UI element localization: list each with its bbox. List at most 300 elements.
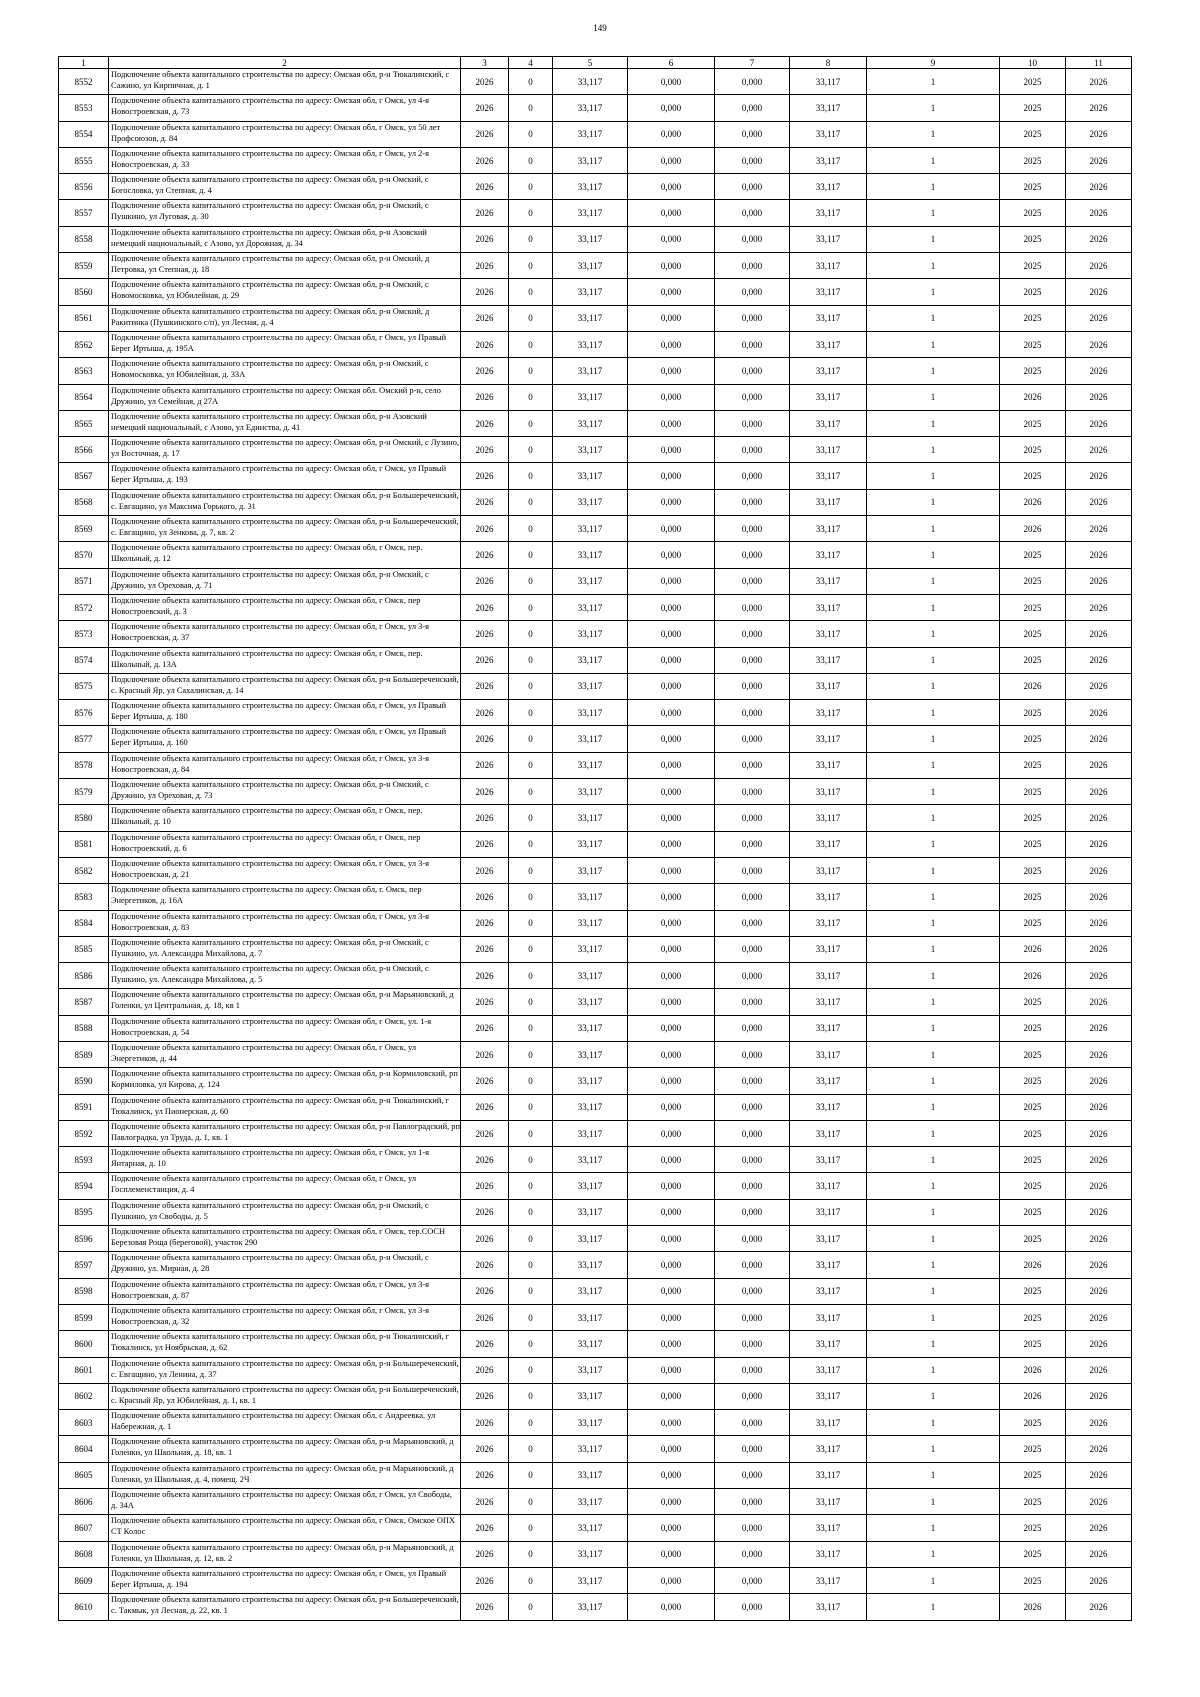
- object-description-cell: Подключение объекта капитального строительства по адресу: Омская обл, г Омск, ул Правый Берег Иртыша, д. 160: [109, 726, 461, 752]
- cell-col-9: 1: [867, 1252, 1000, 1278]
- cell-col-7: 0,000: [715, 752, 790, 778]
- cell-col-10: 2025: [1000, 1489, 1066, 1515]
- cell-col-11: 2026: [1066, 1278, 1132, 1304]
- object-description-cell: Подключение объекта капитального строительства по адресу: Омская обл, р-н Марьяновский, д Голенки, ул Школьная, д. 12, кв. 2: [109, 1541, 461, 1567]
- table-row: [59, 1515, 1132, 1541]
- table-row: [59, 279, 1132, 305]
- cell-col-7: 0,000: [715, 1226, 790, 1252]
- cell-col-3: 2026: [461, 1410, 509, 1436]
- table-row: [59, 437, 1132, 463]
- cell-col-4: 0: [509, 489, 553, 515]
- cell-col-10: 2025: [1000, 1410, 1066, 1436]
- cell-col-4: 0: [509, 857, 553, 883]
- cell-col-9: 1: [867, 568, 1000, 594]
- cell-col-4: 0: [509, 200, 553, 226]
- cell-col-11: 2026: [1066, 253, 1132, 279]
- cell-col-4: 0: [509, 358, 553, 384]
- table-row: [59, 542, 1132, 568]
- table-row: [59, 226, 1132, 252]
- cell-col-11: 2026: [1066, 936, 1132, 962]
- row-number-cell: 8581: [59, 831, 109, 857]
- object-description-cell: Подключение объекта капитального строительства по адресу: Омская обл, р-н Большереченский, с. Евгащино, ул Зенкова, д. 7, кв. 2: [109, 516, 461, 542]
- row-number-cell: 8607: [59, 1515, 109, 1541]
- cell-col-6: 0,000: [628, 384, 715, 410]
- cell-col-6: 0,000: [628, 1278, 715, 1304]
- cell-col-9: 1: [867, 253, 1000, 279]
- cell-col-3: 2026: [461, 673, 509, 699]
- table-row: [59, 384, 1132, 410]
- cell-col-8: 33,117: [790, 779, 867, 805]
- cell-col-7: 0,000: [715, 1410, 790, 1436]
- cell-col-9: 1: [867, 305, 1000, 331]
- cell-col-8: 33,117: [790, 910, 867, 936]
- cell-col-5: 33,117: [553, 1567, 628, 1593]
- cell-col-10: 2025: [1000, 989, 1066, 1015]
- cell-col-3: 2026: [461, 647, 509, 673]
- cell-col-9: 1: [867, 489, 1000, 515]
- cell-col-10: 2025: [1000, 1462, 1066, 1488]
- object-description-cell: Подключение объекта капитального строительства по адресу: Омская обл, г Омск, ул Правый Берег Иртыша, д. 193: [109, 463, 461, 489]
- cell-col-5: 33,117: [553, 647, 628, 673]
- object-description-cell: Подключение объекта капитального строительства по адресу: Омская обл, г Омск, ул 3-я Новостроевская, д. 83: [109, 910, 461, 936]
- cell-col-5: 33,117: [553, 305, 628, 331]
- table-row: [59, 857, 1132, 883]
- row-number-cell: 8591: [59, 1094, 109, 1120]
- cell-col-5: 33,117: [553, 568, 628, 594]
- row-number-cell: 8565: [59, 410, 109, 436]
- cell-col-7: 0,000: [715, 884, 790, 910]
- cell-col-11: 2026: [1066, 673, 1132, 699]
- cell-col-9: 1: [867, 1357, 1000, 1383]
- row-number-cell: 8559: [59, 253, 109, 279]
- cell-col-11: 2026: [1066, 726, 1132, 752]
- cell-col-7: 0,000: [715, 384, 790, 410]
- object-description-cell: Подключение объекта капитального строительства по адресу: Омская обл, г Омск, ул Свободы, д. 34А: [109, 1489, 461, 1515]
- table-row: [59, 463, 1132, 489]
- row-number-cell: 8576: [59, 700, 109, 726]
- row-number-cell: 8577: [59, 726, 109, 752]
- object-description-cell: Подключение объекта капитального строительства по адресу: Омская обл, р-н Кормиловский, рп Кормиловка, ул Кирова, д. 124: [109, 1068, 461, 1094]
- cell-col-8: 33,117: [790, 542, 867, 568]
- cell-col-7: 0,000: [715, 805, 790, 831]
- object-description-cell: Подключение объекта капитального строительства по адресу: Омская обл, р-н Омский, с Новомосковка, ул Юбилейная, д. 33А: [109, 358, 461, 384]
- table-row: [59, 647, 1132, 673]
- cell-col-7: 0,000: [715, 1015, 790, 1041]
- row-number-cell: 8583: [59, 884, 109, 910]
- cell-col-11: 2026: [1066, 1489, 1132, 1515]
- cell-col-10: 2026: [1000, 384, 1066, 410]
- cell-col-4: 0: [509, 147, 553, 173]
- connection-register-table: [58, 56, 1132, 1621]
- table-row: [59, 1094, 1132, 1120]
- object-description-cell: Подключение объекта капитального строительства по адресу: Омская обл, р-н Большереченский, с. Евгащино, ул Максима Горького, д. 31: [109, 489, 461, 515]
- cell-col-3: 2026: [461, 1594, 509, 1620]
- cell-col-7: 0,000: [715, 673, 790, 699]
- column-number: 8: [790, 57, 867, 69]
- cell-col-8: 33,117: [790, 673, 867, 699]
- cell-col-8: 33,117: [790, 1094, 867, 1120]
- object-description-cell: Подключение объекта капитального строительства по адресу: Омская обл, г Омск, ул 50 лет Профсоюзов, д. 84: [109, 121, 461, 147]
- cell-col-7: 0,000: [715, 1594, 790, 1620]
- cell-col-9: 1: [867, 1541, 1000, 1567]
- object-description-cell: Подключение объекта капитального строительства по адресу: Омская обл, г Омск, пер Новостроевский, д. 3: [109, 594, 461, 620]
- cell-col-9: 1: [867, 621, 1000, 647]
- cell-col-4: 0: [509, 463, 553, 489]
- cell-col-11: 2026: [1066, 1594, 1132, 1620]
- cell-col-5: 33,117: [553, 989, 628, 1015]
- cell-col-3: 2026: [461, 463, 509, 489]
- table-row: [59, 700, 1132, 726]
- cell-col-4: 0: [509, 410, 553, 436]
- cell-col-10: 2025: [1000, 1068, 1066, 1094]
- cell-col-5: 33,117: [553, 121, 628, 147]
- row-number-cell: 8595: [59, 1199, 109, 1225]
- row-number-cell: 8610: [59, 1594, 109, 1620]
- cell-col-10: 2025: [1000, 305, 1066, 331]
- cell-col-4: 0: [509, 1278, 553, 1304]
- cell-col-8: 33,117: [790, 147, 867, 173]
- cell-col-4: 0: [509, 253, 553, 279]
- cell-col-9: 1: [867, 1278, 1000, 1304]
- cell-col-8: 33,117: [790, 831, 867, 857]
- cell-col-6: 0,000: [628, 1094, 715, 1120]
- cell-col-9: 1: [867, 752, 1000, 778]
- cell-col-6: 0,000: [628, 805, 715, 831]
- cell-col-3: 2026: [461, 1357, 509, 1383]
- cell-col-5: 33,117: [553, 1041, 628, 1067]
- table-row: [59, 1594, 1132, 1620]
- column-number-row: [59, 57, 1132, 69]
- row-number-cell: 8554: [59, 121, 109, 147]
- cell-col-6: 0,000: [628, 1462, 715, 1488]
- cell-col-8: 33,117: [790, 1068, 867, 1094]
- row-number-cell: 8589: [59, 1041, 109, 1067]
- row-number-cell: 8606: [59, 1489, 109, 1515]
- object-description-cell: Подключение объекта капитального строительства по адресу: Омская обл, р-н Омский, с Богословка, ул Степная, д. 4: [109, 174, 461, 200]
- object-description-cell: Подключение объекта капитального строительства по адресу: Омская обл, г. Омск, пер Энергетиков, д. 16А: [109, 884, 461, 910]
- cell-col-5: 33,117: [553, 279, 628, 305]
- table-row: [59, 69, 1132, 95]
- cell-col-3: 2026: [461, 1462, 509, 1488]
- cell-col-10: 2025: [1000, 1331, 1066, 1357]
- table-row: [59, 410, 1132, 436]
- cell-col-8: 33,117: [790, 1147, 867, 1173]
- cell-col-8: 33,117: [790, 1515, 867, 1541]
- cell-col-5: 33,117: [553, 147, 628, 173]
- cell-col-6: 0,000: [628, 1541, 715, 1567]
- cell-col-3: 2026: [461, 1041, 509, 1067]
- cell-col-4: 0: [509, 1436, 553, 1462]
- object-description-cell: Подключение объекта капитального строительства по адресу: Омская обл, р-н Азовский немецкий национальный, с Азово, ул Дорожная, д. 34: [109, 226, 461, 252]
- object-description-cell: Подключение объекта капитального строительства по адресу: Омская обл, р-н Омский, с Лузино, ул Восточная, д. 17: [109, 437, 461, 463]
- cell-col-8: 33,117: [790, 1567, 867, 1593]
- cell-col-7: 0,000: [715, 410, 790, 436]
- cell-col-4: 0: [509, 305, 553, 331]
- cell-col-3: 2026: [461, 884, 509, 910]
- cell-col-4: 0: [509, 1094, 553, 1120]
- column-number: 11: [1066, 57, 1132, 69]
- cell-col-5: 33,117: [553, 594, 628, 620]
- cell-col-9: 1: [867, 1567, 1000, 1593]
- table-row: [59, 1226, 1132, 1252]
- cell-col-10: 2026: [1000, 1357, 1066, 1383]
- cell-col-7: 0,000: [715, 95, 790, 121]
- cell-col-5: 33,117: [553, 700, 628, 726]
- cell-col-7: 0,000: [715, 358, 790, 384]
- cell-col-7: 0,000: [715, 1278, 790, 1304]
- cell-col-10: 2025: [1000, 621, 1066, 647]
- cell-col-11: 2026: [1066, 331, 1132, 357]
- cell-col-9: 1: [867, 410, 1000, 436]
- table-row: [59, 831, 1132, 857]
- row-number-cell: 8596: [59, 1226, 109, 1252]
- cell-col-4: 0: [509, 516, 553, 542]
- cell-col-6: 0,000: [628, 989, 715, 1015]
- cell-col-5: 33,117: [553, 384, 628, 410]
- cell-col-7: 0,000: [715, 647, 790, 673]
- page-number: 149: [593, 23, 607, 33]
- cell-col-9: 1: [867, 147, 1000, 173]
- object-description-cell: Подключение объекта капитального строительства по адресу: Омская обл, г Омск, ул Правый Берег Иртыша, д. 180: [109, 700, 461, 726]
- table-row: [59, 331, 1132, 357]
- cell-col-6: 0,000: [628, 1594, 715, 1620]
- cell-col-3: 2026: [461, 726, 509, 752]
- object-description-cell: Подключение объекта капитального строительства по адресу: Омская обл, г Омск, Омское ОПХ СТ Колос: [109, 1515, 461, 1541]
- cell-col-8: 33,117: [790, 1594, 867, 1620]
- cell-col-5: 33,117: [553, 331, 628, 357]
- cell-col-4: 0: [509, 621, 553, 647]
- cell-col-11: 2026: [1066, 700, 1132, 726]
- cell-col-4: 0: [509, 384, 553, 410]
- table-row: [59, 1489, 1132, 1515]
- cell-col-6: 0,000: [628, 226, 715, 252]
- cell-col-10: 2025: [1000, 253, 1066, 279]
- row-number-cell: 8603: [59, 1410, 109, 1436]
- table-row: [59, 621, 1132, 647]
- cell-col-10: 2025: [1000, 647, 1066, 673]
- cell-col-5: 33,117: [553, 1120, 628, 1146]
- cell-col-4: 0: [509, 1199, 553, 1225]
- cell-col-10: 2026: [1000, 673, 1066, 699]
- cell-col-11: 2026: [1066, 1383, 1132, 1409]
- table-row: [59, 516, 1132, 542]
- cell-col-3: 2026: [461, 516, 509, 542]
- cell-col-3: 2026: [461, 963, 509, 989]
- cell-col-8: 33,117: [790, 463, 867, 489]
- object-description-cell: Подключение объекта капитального строительства по адресу: Омская обл, г Омск, ул Энергетиков, д. 44: [109, 1041, 461, 1067]
- cell-col-8: 33,117: [790, 1489, 867, 1515]
- cell-col-8: 33,117: [790, 1015, 867, 1041]
- cell-col-8: 33,117: [790, 647, 867, 673]
- cell-col-4: 0: [509, 69, 553, 95]
- object-description-cell: Подключение объекта капитального строительства по адресу: Омская обл, р-н Тюкалинский, г Тюкалинск, ул Ноябрьская, д. 62: [109, 1331, 461, 1357]
- cell-col-11: 2026: [1066, 463, 1132, 489]
- cell-col-11: 2026: [1066, 1515, 1132, 1541]
- table-row: [59, 1068, 1132, 1094]
- cell-col-4: 0: [509, 1304, 553, 1330]
- cell-col-6: 0,000: [628, 279, 715, 305]
- table-row: [59, 779, 1132, 805]
- cell-col-10: 2025: [1000, 147, 1066, 173]
- table-row: [59, 910, 1132, 936]
- cell-col-10: 2025: [1000, 1094, 1066, 1120]
- cell-col-11: 2026: [1066, 910, 1132, 936]
- cell-col-9: 1: [867, 726, 1000, 752]
- cell-col-10: 2025: [1000, 69, 1066, 95]
- cell-col-3: 2026: [461, 700, 509, 726]
- object-description-cell: Подключение объекта капитального строительства по адресу: Омская обл, г Омск, пер. Школьный, д. 13А: [109, 647, 461, 673]
- object-description-cell: Подключение объекта капитального строительства по адресу: Омская обл, г Омск, тер.СОСН Березовая Роща (береговой), участок 290: [109, 1226, 461, 1252]
- object-description-cell: Подключение объекта капитального строительства по адресу: Омская обл, р-н Омский, д Ракитинка (Пушкинского с/п), ул Лесная, д. 4: [109, 305, 461, 331]
- cell-col-8: 33,117: [790, 1436, 867, 1462]
- cell-col-6: 0,000: [628, 1226, 715, 1252]
- cell-col-6: 0,000: [628, 200, 715, 226]
- cell-col-6: 0,000: [628, 1173, 715, 1199]
- cell-col-5: 33,117: [553, 253, 628, 279]
- cell-col-8: 33,117: [790, 1304, 867, 1330]
- cell-col-11: 2026: [1066, 857, 1132, 883]
- column-number: 5: [553, 57, 628, 69]
- cell-col-7: 0,000: [715, 726, 790, 752]
- table-row: [59, 752, 1132, 778]
- object-description-cell: Подключение объекта капитального строительства по адресу: Омская обл, г Омск, ул 3-я Новостроевская, д. 87: [109, 1278, 461, 1304]
- cell-col-7: 0,000: [715, 1147, 790, 1173]
- cell-col-3: 2026: [461, 989, 509, 1015]
- cell-col-8: 33,117: [790, 410, 867, 436]
- cell-col-8: 33,117: [790, 437, 867, 463]
- cell-col-4: 0: [509, 726, 553, 752]
- cell-col-4: 0: [509, 1410, 553, 1436]
- cell-col-9: 1: [867, 936, 1000, 962]
- cell-col-9: 1: [867, 1436, 1000, 1462]
- row-number-cell: 8604: [59, 1436, 109, 1462]
- cell-col-8: 33,117: [790, 884, 867, 910]
- cell-col-4: 0: [509, 1120, 553, 1146]
- cell-col-3: 2026: [461, 1331, 509, 1357]
- cell-col-6: 0,000: [628, 1147, 715, 1173]
- object-description-cell: Подключение объекта капитального строительства по адресу: Омская обл, р-н Омский, д Петровка, ул Степная, д. 18: [109, 253, 461, 279]
- cell-col-9: 1: [867, 384, 1000, 410]
- table-row: [59, 253, 1132, 279]
- cell-col-6: 0,000: [628, 594, 715, 620]
- cell-col-10: 2025: [1000, 884, 1066, 910]
- cell-col-10: 2025: [1000, 857, 1066, 883]
- cell-col-6: 0,000: [628, 1436, 715, 1462]
- cell-col-7: 0,000: [715, 226, 790, 252]
- table-row: [59, 1462, 1132, 1488]
- cell-col-9: 1: [867, 542, 1000, 568]
- cell-col-7: 0,000: [715, 1383, 790, 1409]
- column-number: 1: [59, 57, 109, 69]
- cell-col-8: 33,117: [790, 1383, 867, 1409]
- cell-col-4: 0: [509, 989, 553, 1015]
- cell-col-9: 1: [867, 1515, 1000, 1541]
- cell-col-5: 33,117: [553, 1331, 628, 1357]
- cell-col-11: 2026: [1066, 279, 1132, 305]
- row-number-cell: 8562: [59, 331, 109, 357]
- cell-col-10: 2025: [1000, 568, 1066, 594]
- cell-col-6: 0,000: [628, 1383, 715, 1409]
- cell-col-6: 0,000: [628, 936, 715, 962]
- cell-col-3: 2026: [461, 331, 509, 357]
- cell-col-7: 0,000: [715, 489, 790, 515]
- cell-col-5: 33,117: [553, 831, 628, 857]
- cell-col-6: 0,000: [628, 1357, 715, 1383]
- row-number-cell: 8568: [59, 489, 109, 515]
- cell-col-10: 2025: [1000, 1199, 1066, 1225]
- object-description-cell: Подключение объекта капитального строительства по адресу: Омская обл, р-н Марьяновский, д Голенки, ул Школьная, д. 4, помещ. 2Ч: [109, 1462, 461, 1488]
- table-row: [59, 884, 1132, 910]
- cell-col-5: 33,117: [553, 1094, 628, 1120]
- cell-col-7: 0,000: [715, 1357, 790, 1383]
- cell-col-3: 2026: [461, 121, 509, 147]
- cell-col-11: 2026: [1066, 831, 1132, 857]
- cell-col-6: 0,000: [628, 752, 715, 778]
- row-number-cell: 8580: [59, 805, 109, 831]
- row-number-cell: 8567: [59, 463, 109, 489]
- cell-col-11: 2026: [1066, 200, 1132, 226]
- cell-col-6: 0,000: [628, 1120, 715, 1146]
- cell-col-6: 0,000: [628, 779, 715, 805]
- cell-col-8: 33,117: [790, 1278, 867, 1304]
- row-number-cell: 8590: [59, 1068, 109, 1094]
- cell-col-8: 33,117: [790, 174, 867, 200]
- cell-col-10: 2025: [1000, 1226, 1066, 1252]
- cell-col-8: 33,117: [790, 305, 867, 331]
- cell-col-6: 0,000: [628, 700, 715, 726]
- cell-col-8: 33,117: [790, 489, 867, 515]
- cell-col-3: 2026: [461, 489, 509, 515]
- cell-col-4: 0: [509, 752, 553, 778]
- cell-col-10: 2025: [1000, 226, 1066, 252]
- cell-col-11: 2026: [1066, 1015, 1132, 1041]
- row-number-cell: 8563: [59, 358, 109, 384]
- table-row: [59, 1173, 1132, 1199]
- cell-col-3: 2026: [461, 1489, 509, 1515]
- cell-col-10: 2025: [1000, 1567, 1066, 1593]
- cell-col-5: 33,117: [553, 410, 628, 436]
- cell-col-4: 0: [509, 884, 553, 910]
- cell-col-11: 2026: [1066, 358, 1132, 384]
- object-description-cell: Подключение объекта капитального строительства по адресу: Омская обл, г Омск, ул 2-я Новостроевская, д. 33: [109, 147, 461, 173]
- cell-col-3: 2026: [461, 410, 509, 436]
- cell-col-10: 2025: [1000, 1173, 1066, 1199]
- row-number-cell: 8588: [59, 1015, 109, 1041]
- table-row: [59, 305, 1132, 331]
- cell-col-11: 2026: [1066, 594, 1132, 620]
- cell-col-6: 0,000: [628, 910, 715, 936]
- cell-col-10: 2026: [1000, 516, 1066, 542]
- row-number-cell: 8597: [59, 1252, 109, 1278]
- row-number-cell: 8561: [59, 305, 109, 331]
- cell-col-11: 2026: [1066, 1252, 1132, 1278]
- cell-col-10: 2025: [1000, 200, 1066, 226]
- cell-col-11: 2026: [1066, 121, 1132, 147]
- cell-col-4: 0: [509, 226, 553, 252]
- cell-col-9: 1: [867, 831, 1000, 857]
- cell-col-5: 33,117: [553, 910, 628, 936]
- cell-col-5: 33,117: [553, 489, 628, 515]
- cell-col-5: 33,117: [553, 1252, 628, 1278]
- cell-col-10: 2025: [1000, 1120, 1066, 1146]
- cell-col-7: 0,000: [715, 963, 790, 989]
- cell-col-5: 33,117: [553, 752, 628, 778]
- cell-col-10: 2025: [1000, 410, 1066, 436]
- cell-col-11: 2026: [1066, 542, 1132, 568]
- row-number-cell: 8592: [59, 1120, 109, 1146]
- cell-col-8: 33,117: [790, 1541, 867, 1567]
- cell-col-8: 33,117: [790, 226, 867, 252]
